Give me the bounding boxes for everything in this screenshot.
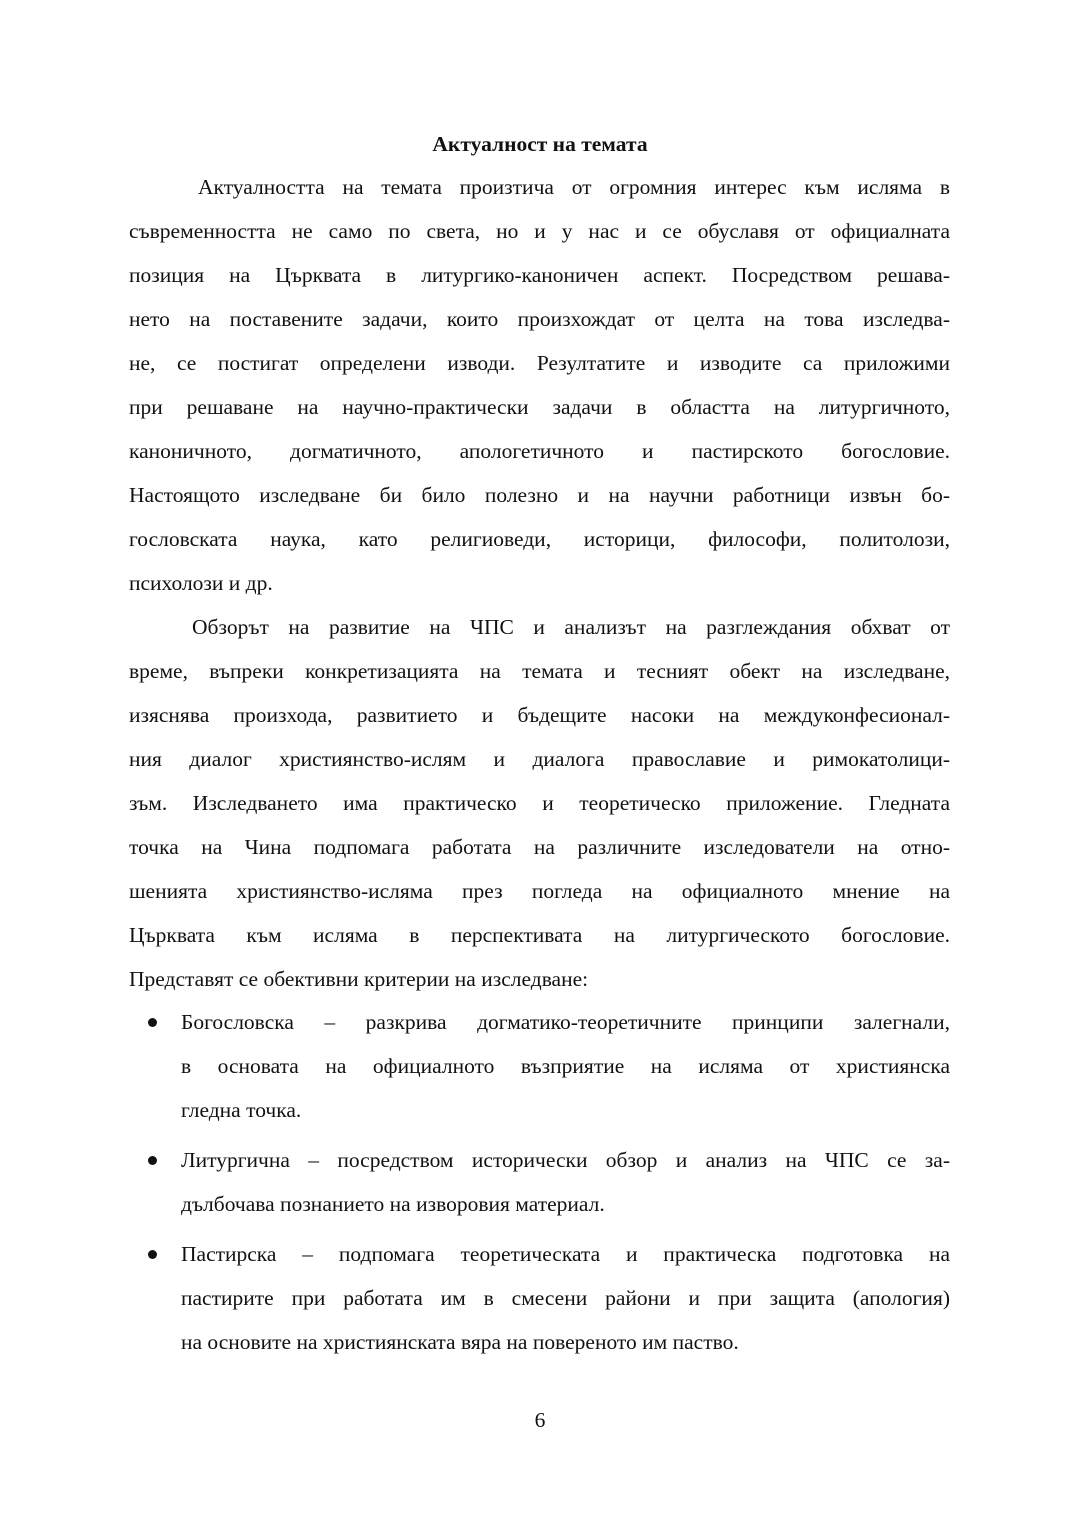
paragraph-line: каноничното, догматичното, апологетичното и пастирското богословие.: [129, 439, 950, 463]
paragraph-overview: [129, 605, 950, 1001]
paragraph-line: време, въпреки конкретизацията на темата и тесният обект на изследване,: [129, 659, 950, 683]
paragraph-line: нето на поставените задачи, които произхождат от целта на това изследва-: [129, 307, 950, 331]
criteria-item-theological: [129, 1000, 950, 1132]
paragraph-line: зъм. Изследването има практическо и теоретическо приложение. Гледната: [129, 791, 950, 815]
paragraph-line: позиция на Църквата в литургико-каноничен аспект. Посредством решава-: [129, 263, 950, 287]
list-line: Литургична – посредством исторически обзор и анализ на ЧПС се за-: [181, 1148, 950, 1172]
paragraph-line: Актуалността на темата произтича от огромния интерес към исляма в: [198, 175, 950, 199]
page-number: 6: [534, 1408, 546, 1432]
paragraph-line: шенията християнство-исляма през погледа на официалното мнение на: [129, 879, 950, 903]
list-line: на основите на християнската вяра на повереното им паство.: [181, 1330, 739, 1354]
paragraph-line: съвременността не само по света, но и у нас и се обуславя от официалната: [129, 219, 950, 243]
bullet-icon: [148, 1156, 157, 1165]
paragraph-line: Настоящото изследване би било полезно и на научни работници извън бо-: [129, 483, 950, 507]
paragraph-line: гословската наука, като религиоведи, историци, философи, политолози,: [129, 527, 950, 551]
criteria-item-pastoral: [129, 1232, 950, 1364]
paragraph-line: при решаване на научно-практически задачи в областта на литургичното,: [129, 395, 950, 419]
list-line: дълбочава познанието на изворовия материал.: [181, 1192, 605, 1216]
paragraph-line: ния диалог християнство-ислям и диалога православие и римокатолици-: [129, 747, 950, 771]
list-line: пастирите при работата им в смесени райони и при защита (апология): [181, 1286, 950, 1310]
paragraph-relevance: [129, 165, 950, 605]
paragraph-line: Църквата към исляма в перспективата на литургическото богословие.: [129, 923, 950, 947]
paragraph-line: не, се постигат определени изводи. Резултатите и изводите са приложими: [129, 351, 950, 375]
paragraph-line: Обзорът на развитие на ЧПС и анализът на разглеждания обхват от: [192, 615, 950, 639]
section-title: Актуалност на темата: [432, 132, 648, 156]
bullet-icon: [148, 1250, 157, 1259]
list-line: гледна точка.: [181, 1098, 302, 1122]
list-line: в основата на официалното възприятие на исляма от християнска: [181, 1054, 950, 1078]
paragraph-line: психолози и др.: [129, 571, 273, 595]
paragraph-line: Представят се обективни критерии на изследване:: [129, 967, 589, 991]
paragraph-line: изяснява произхода, развитието и бъдещите насоки на междуконфесионал-: [129, 703, 950, 727]
criteria-list: [129, 1000, 950, 1364]
bullet-icon: [148, 1018, 157, 1027]
list-line: Пастирска – подпомага теоретическата и практическа подготовка на: [181, 1242, 950, 1266]
paragraph-line: точка на Чина подпомага работата на различните изследователи на отно-: [129, 835, 950, 859]
criteria-item-liturgical: [129, 1138, 950, 1226]
list-line: Богословска – разкрива догматико-теоретичните принципи залегнали,: [181, 1010, 950, 1034]
